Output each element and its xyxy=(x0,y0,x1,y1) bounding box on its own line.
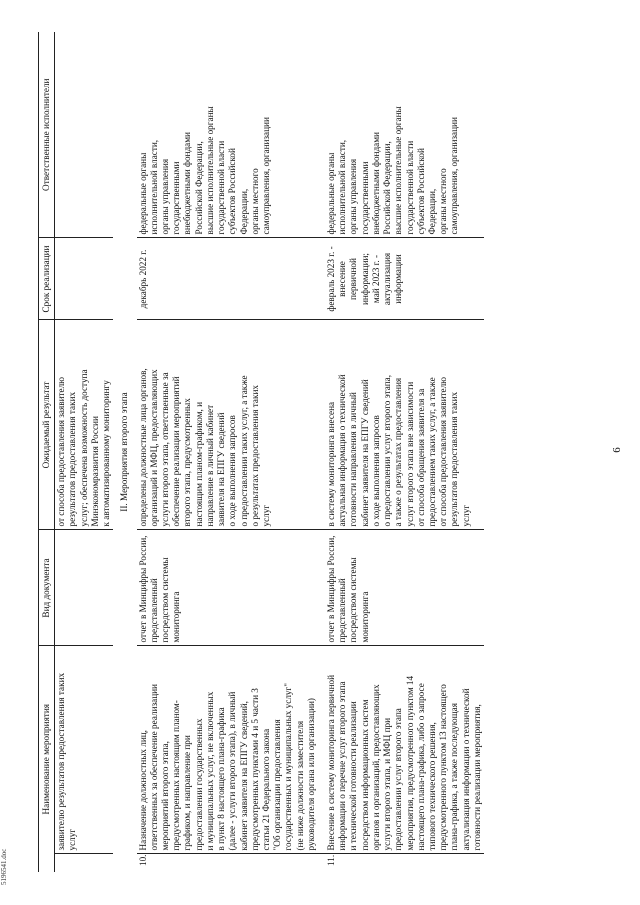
page-number: 6 xyxy=(611,447,623,453)
table-row-10 xyxy=(137,32,319,872)
document-footer: 5196541.doc xyxy=(0,848,8,885)
header-doc: Вид документа xyxy=(39,530,55,646)
header-result: Ожидаемый результат xyxy=(39,320,55,530)
cell-term: декабрь 2022 г. xyxy=(137,238,319,320)
table-row-11 xyxy=(318,32,484,872)
row-number: 11. xyxy=(326,854,337,866)
cell-responsible: федеральные органы исполнительной власти, органы управления государственными внебюджетными фондами Российской Федерации, высшие исполнительные органы государственной власти субъектов Российской Федерации, органы местного самоуправления, организации xyxy=(137,32,319,238)
table-header-row xyxy=(39,32,55,872)
cell-doc: отчет в Минцифры России, представленный посредством системы мониторинга xyxy=(318,530,484,646)
row-number: 10. xyxy=(137,854,148,866)
cell-result: в систему мониторинга внесена актуальная информация о технической готовности направления в личный кабинет заявителя на ЕПГУ сведений о ходе выполнения запросов о предоставлении услуг второго этапа, а также о результатах предоставления услуг второго этапа вне зависимости от способа обращения заявителя за предоставлением таких услуг, а также от способа предоставления заявителю результатов предоставления таких услуг xyxy=(318,320,484,530)
cell-result: определены должностные лица органов, организаций и МФЦ, предоставляющих услуги второго этапа, ответственные за обеспечение реализации мероприятий второго этапа, предусмотренных настоящим планом-графиком, и направление в личный кабинет заявителя на ЕПГУ сведений о ходе выполнения запросов о предоставлении таких услуг, а также о результатах предоставления таких услуг xyxy=(137,320,319,530)
table-row-continued xyxy=(55,32,114,872)
cell-term: февраль 2023 г. - внесение первичной информации; май 2023 г. - актуализация информации xyxy=(318,238,484,320)
cell-doc: отчет в Минцифры России, представленный посредством системы мониторинга xyxy=(137,530,319,646)
cell-name: Назначение должностных лиц, ответственных за обеспечение реализации мероприятий второго этапа, предусмотренных настоящим планом- графиком, и направление при предоставлении государственных и муниципальных услуг, не включенных в пункт 8 настоящего плана-графика (далее - услуги второго этапа), в личный кабинет заявителя на ЕПГУ сведений, предусмотренных пунктами 4 и 5 части 3 статьи 21 Федерального закона "Об организации предоставления государственных и муниципальных услуг" (не ниже должности заместителя руководителя органа или организации) xyxy=(137,646,319,854)
header-name: Наименование мероприятия xyxy=(39,646,55,872)
section-heading-row xyxy=(113,32,136,872)
cell-name: заявителю результатов предоставления таких услуг xyxy=(55,646,114,854)
cell-result: от способа предоставления заявителю результатов предоставления таких услуг; обеспечена возможность доступа Минэкономразвития России к автоматизированному мониторингу xyxy=(55,320,114,530)
section-heading: II. Мероприятия второго этапа xyxy=(119,392,130,512)
header-term: Срок реализации xyxy=(39,238,55,320)
header-responsible: Ответственные исполнители xyxy=(39,32,55,238)
plan-table xyxy=(38,32,484,872)
cell-responsible: федеральные органы исполнительной власти, органы управления государственными внебюджетными фондами Российской Федерации, высшие исполнительные органы государственной власти субъектов Российской Федерации, органы местного самоуправления, организации xyxy=(318,32,484,238)
cell-name: Внесение в систему мониторинга первичной информации о перечне услуг второго этапа и технической готовности реализации посредством информационных систем органов и организаций, предоставляющих услуги второго этапа, и МФЦ при предоставлении услуг второго этапа мероприятия, предусмотренного пунктом 14 настоящего плана-графика, либо о запросе типового технического решения, предусмотренного пунктом 13 настоящего плана-графика, а также последующая актуализация информации о технической готовности реализации мероприятия, xyxy=(318,646,484,854)
